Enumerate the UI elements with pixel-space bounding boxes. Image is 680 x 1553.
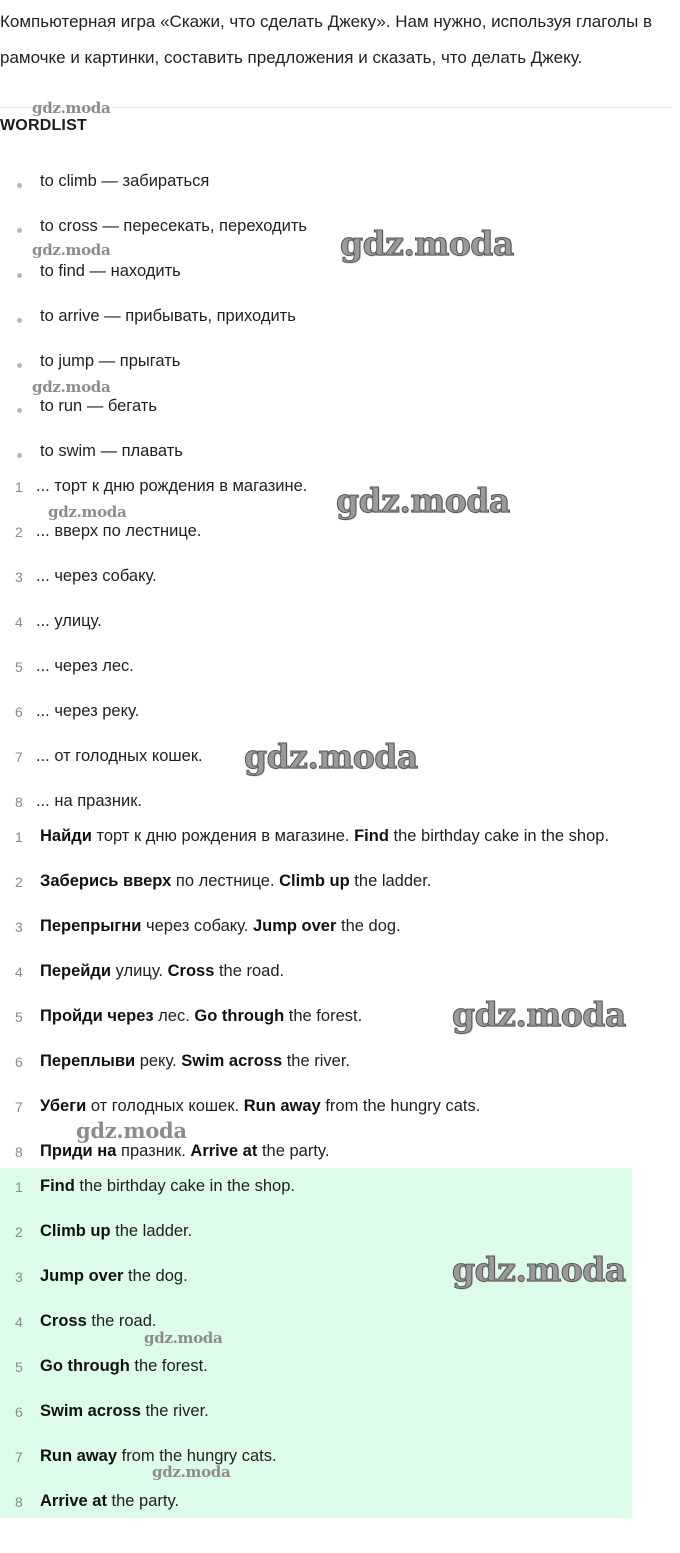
answer-item: 5 Go through the forest.	[15, 1357, 208, 1375]
bilingual-item: 4 Перейди улицу. Cross the road.	[15, 962, 285, 980]
watermark-logo: gdz.moda	[32, 241, 111, 259]
wordlist-item: to cross — пересекать, переходить	[0, 204, 307, 249]
bullet-icon	[17, 228, 22, 233]
watermark-logo: gdz.moda	[76, 1118, 187, 1143]
task-intro: Компьютерная игра «Скажи, что сделать Джеку». Нам нужно, используя глаголы в рамочке и картинки, составить предложения и сказать, что делать Джеку.	[0, 12, 653, 67]
answer-item: 2 Climb up the ladder.	[15, 1222, 193, 1240]
prompt-item: 3 ... через собаку.	[15, 567, 157, 585]
bilingual-item: 6 Переплыви реку. Swim across the river.	[15, 1052, 350, 1070]
bullet-icon	[17, 183, 22, 188]
bullet-icon	[17, 408, 22, 413]
wordlist-item: to run — бегать	[0, 384, 307, 429]
answer-item: 4 Cross the road.	[15, 1312, 157, 1330]
bullet-icon	[17, 453, 22, 458]
bilingual-item: 5 Пройди через лес. Go through the forest.	[15, 1007, 363, 1025]
wordlist-item: to climb — забираться	[0, 159, 307, 204]
prompt-item: 4 ... улицу.	[15, 612, 102, 630]
bilingual-item: 7 Убеги от голодных кошек. Run away from the hungry cats.	[15, 1097, 481, 1115]
bullet-icon	[17, 363, 22, 368]
watermark-logo: gdz.moda	[336, 481, 510, 520]
bullet-icon	[17, 318, 22, 323]
bilingual-item: 1 Найди торт к дню рождения в магазине. Find the birthday cake in the shop.	[15, 827, 610, 845]
wordlist-heading: WORDLIST	[0, 117, 87, 134]
answer-item: 7 Run away from the hungry cats.	[15, 1447, 277, 1465]
watermark-logo: gdz.moda	[32, 99, 111, 117]
prompt-item: 6 ... через реку.	[15, 702, 140, 720]
wordlist-item: to arrive — прибывать, приходить	[0, 294, 307, 339]
prompt-item: 8 ... на празник.	[15, 792, 143, 810]
wordlist-item: to swim — плавать	[0, 429, 307, 474]
bilingual-item: 2 Заберись вверх по лестнице. Climb up the ladder.	[15, 872, 432, 890]
prompt-item: 1 ... торт к дню рождения в магазине.	[15, 477, 308, 495]
bilingual-item: 8 Приди на празник. Arrive at the party.	[15, 1142, 330, 1160]
answer-item: 1 Find the birthday cake in the shop.	[15, 1177, 295, 1195]
prompt-item: 2 ... вверх по лестнице.	[15, 522, 202, 540]
prompt-item: 7 ... от голодных кошек.	[15, 747, 203, 765]
wordlist	[0, 159, 307, 474]
watermark-logo: gdz.moda	[48, 503, 127, 521]
watermark-logo: gdz.moda	[452, 995, 626, 1034]
watermark-logo: gdz.moda	[152, 1463, 231, 1481]
answer-item: 8 Arrive at the party.	[15, 1492, 180, 1510]
watermark-logo: gdz.moda	[32, 378, 111, 396]
watermark-logo: gdz.moda	[340, 224, 514, 263]
bilingual-item: 3 Перепрыгни через собаку. Jump over the dog.	[15, 917, 401, 935]
prompt-item: 5 ... через лес.	[15, 657, 134, 675]
watermark-logo: gdz.moda	[452, 1250, 626, 1289]
answer-item: 6 Swim across the river.	[15, 1402, 209, 1420]
wordlist-item: to jump — прыгать	[0, 339, 307, 384]
watermark-logo: gdz.moda	[144, 1329, 223, 1347]
wordlist-item: to find — находить	[0, 249, 307, 294]
watermark-logo: gdz.moda	[244, 737, 418, 776]
bullet-icon	[17, 273, 22, 278]
answer-item: 3 Jump over the dog.	[15, 1267, 188, 1285]
